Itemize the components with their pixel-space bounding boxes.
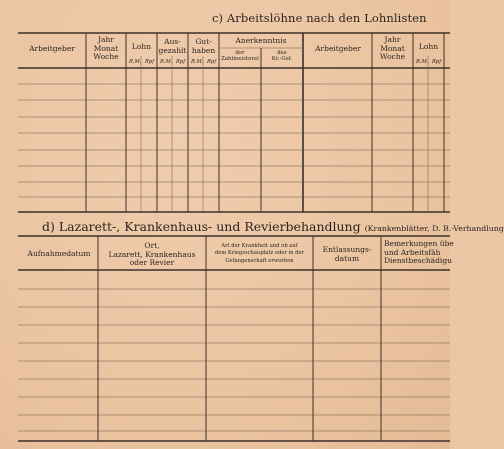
header-bemerkungen: Bemerkungen übe und Arbeitsfäh Dienstbeschädigu — [384, 239, 454, 266]
section-d-subtitle: (Krankenblätter, D. B.-Verhandlung — [364, 224, 504, 233]
label-rpf: Rpf — [432, 59, 442, 65]
header-arbeitgeber: Arbeitgeber — [29, 44, 75, 53]
header-lohn: Lohn — [131, 42, 152, 51]
header-jahr-monat-woche: Jahr Monat Woche — [93, 35, 119, 62]
header-lohn-2: Lohn — [418, 42, 439, 51]
header-guthaben: Gut- haben — [191, 37, 216, 55]
label-rm: R.M. — [416, 59, 429, 65]
section-c-title: c) Arbeitslöhne nach den Lohnlisten — [212, 11, 427, 25]
header-aufnahmedatum: Aufnahmedatum — [27, 249, 91, 258]
header-art-der-krankheit: Art der Krankheit und ob auf dem Kriegsschauplatz oder in der Gefangenschaft erworben — [214, 243, 305, 264]
label-rm: R.M. — [191, 59, 204, 65]
header-des-kr-gef: des Kr.-Gef. — [271, 50, 293, 63]
label-rpf: Rpf — [176, 59, 186, 65]
label-rpf: Rpf — [145, 59, 155, 65]
header-entlassungsdatum: Entlassungs- datum — [322, 245, 372, 263]
header-der-zahlmeisterei: der Zahlmeisterei — [221, 50, 259, 63]
header-arbeitgeber-2: Arbeitgeber — [315, 44, 361, 53]
section-d-title: d) Lazarett-, Krankenhaus- und Revierbehandlung (Krankenblätter, D. B.-Verhandlung — [42, 219, 504, 234]
label-rm: R.M. — [160, 59, 173, 65]
label-rm: R.M. — [129, 59, 142, 65]
label-rpf: Rpf — [207, 59, 217, 65]
header-ausgezahlt: Aus- gezahlt — [158, 37, 187, 55]
header-ort-lazarett: Ort, Lazarett, Krankenhaus oder Revier — [108, 241, 196, 268]
header-anerkenntnis: Anerkenntnis — [235, 36, 287, 45]
header-jahr-monat-woche-2: Jahr Monat Woche — [379, 35, 406, 62]
